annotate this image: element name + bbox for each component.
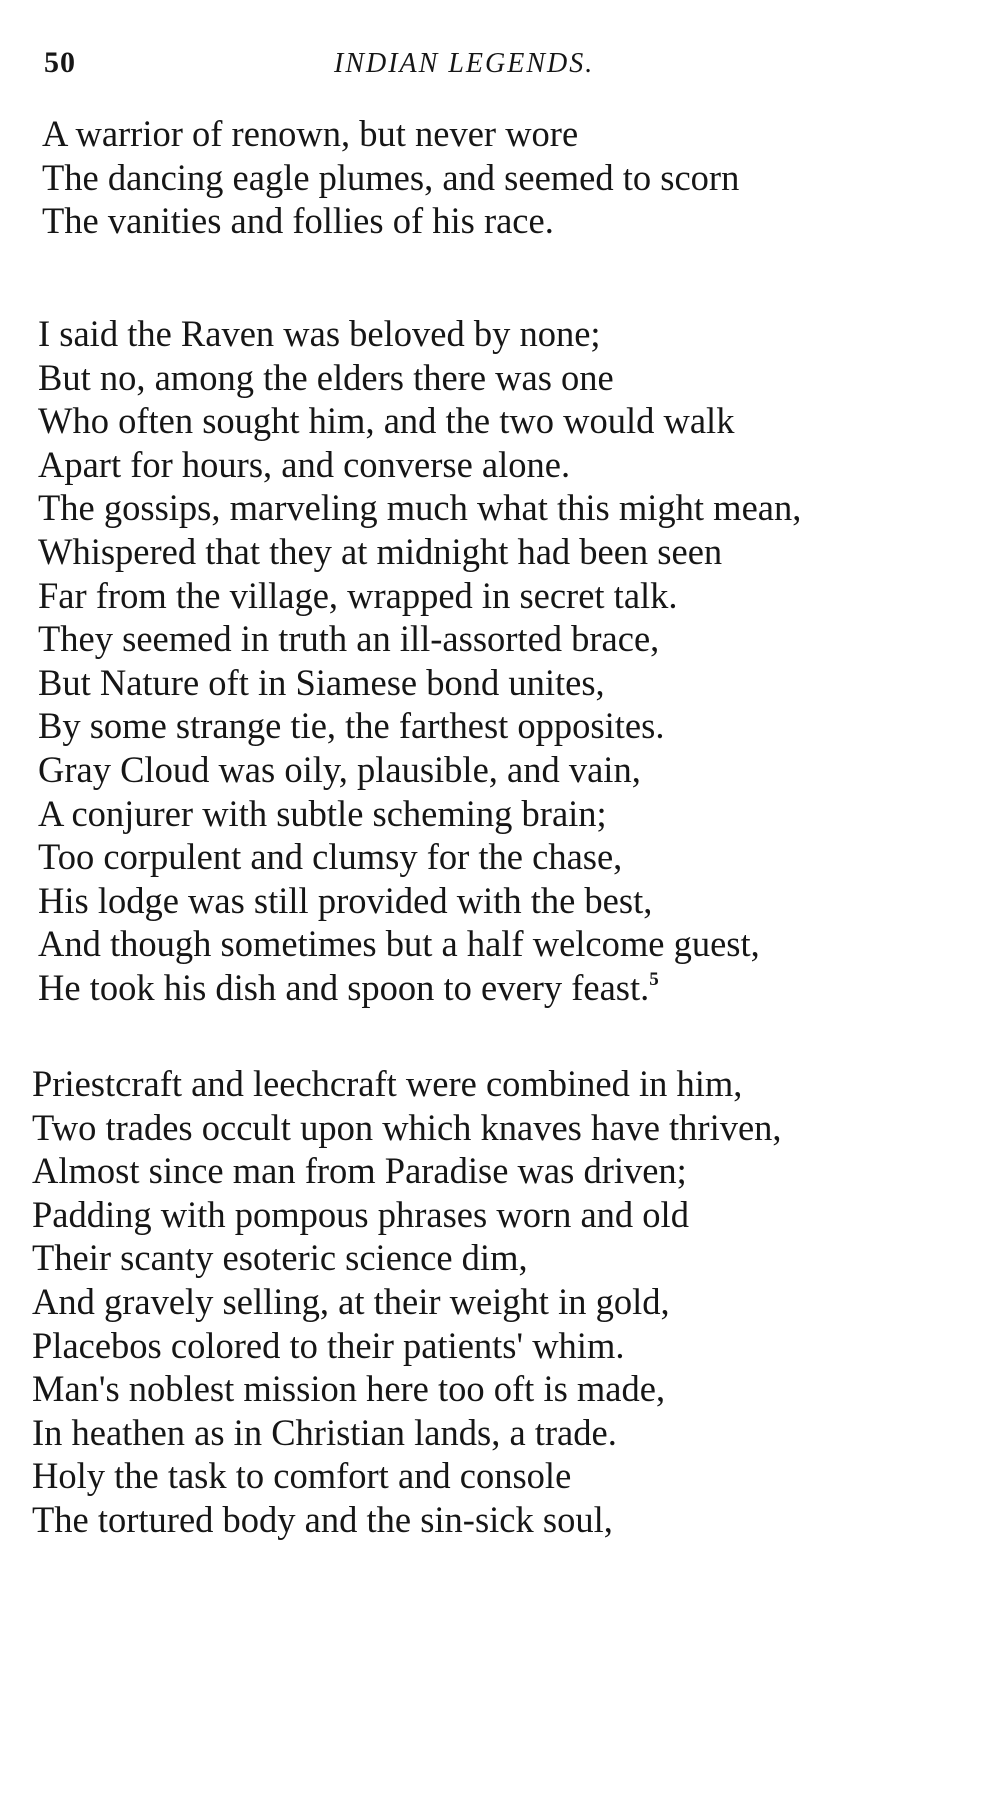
verse-line: Priestcraft and leechcraft were combined in him,: [32, 1063, 743, 1104]
verse-line: His lodge was still provided with the best,: [38, 879, 653, 921]
running-title: INDIAN LEGENDS.: [334, 48, 595, 79]
verse-line: A warrior of renown, but never wore: [42, 113, 579, 154]
stanza-1: [42, 112, 739, 243]
verse-line: Who often sought him, and the two would walk: [38, 400, 735, 442]
verse-line-with-footnote: [38, 966, 801, 1010]
verse-line: Holy the task to comfort and console: [32, 1455, 572, 1497]
verse-line: The dancing eagle plumes, and seemed to scorn: [42, 156, 740, 198]
verse-line: Too corpulent and clumsy for the chase,: [38, 836, 623, 878]
verse-line: Padding with pompous phrases worn and old: [32, 1193, 689, 1235]
verse-line: Far from the village, wrapped in secret talk.: [38, 574, 678, 616]
verse-line: Apart for hours, and converse alone.: [38, 443, 571, 485]
verse-line: Their scanty esoteric science dim,: [32, 1237, 528, 1279]
verse-line: But no, among the elders there was one: [38, 356, 614, 398]
verse-line: But Nature oft in Siamese bond unites,: [38, 661, 605, 703]
verse-line: I said the Raven was beloved by none;: [38, 313, 601, 354]
stanza-3: [32, 1062, 782, 1542]
verse-line: They seemed in truth an ill-assorted brace,: [38, 618, 660, 660]
verse-line: And though sometimes but a half welcome guest,: [38, 923, 760, 965]
verse-line: By some strange tie, the farthest opposites.: [38, 705, 665, 747]
verse-line: Man's noblest mission here too oft is made,: [32, 1368, 666, 1410]
page-header: [44, 46, 664, 86]
page-number: 50: [44, 46, 76, 79]
verse-line: Two trades occult upon which knaves have thriven,: [32, 1106, 782, 1148]
verse-line: Gray Cloud was oily, plausible, and vain,: [38, 748, 641, 790]
verse-line: The gossips, marveling much what this might mean,: [38, 487, 802, 529]
verse-line: The tortured body and the sin-sick soul,: [32, 1498, 613, 1540]
verse-line: In heathen as in Christian lands, a trade.: [32, 1411, 617, 1453]
verse-line: And gravely selling, at their weight in gold,: [32, 1280, 670, 1322]
footnote-marker: 5: [649, 968, 659, 990]
verse-line: Almost since man from Paradise was driven;: [32, 1150, 687, 1192]
stanza-2: [38, 312, 801, 1010]
verse-line: A conjurer with subtle scheming brain;: [38, 792, 607, 834]
verse-line: Placebos colored to their patients' whim.: [32, 1324, 625, 1366]
verse-line: The vanities and follies of his race.: [42, 200, 554, 242]
verse-line: Whispered that they at midnight had been seen: [38, 530, 723, 572]
verse-line-text: He took his dish and spoon to every feast.: [38, 966, 650, 1008]
